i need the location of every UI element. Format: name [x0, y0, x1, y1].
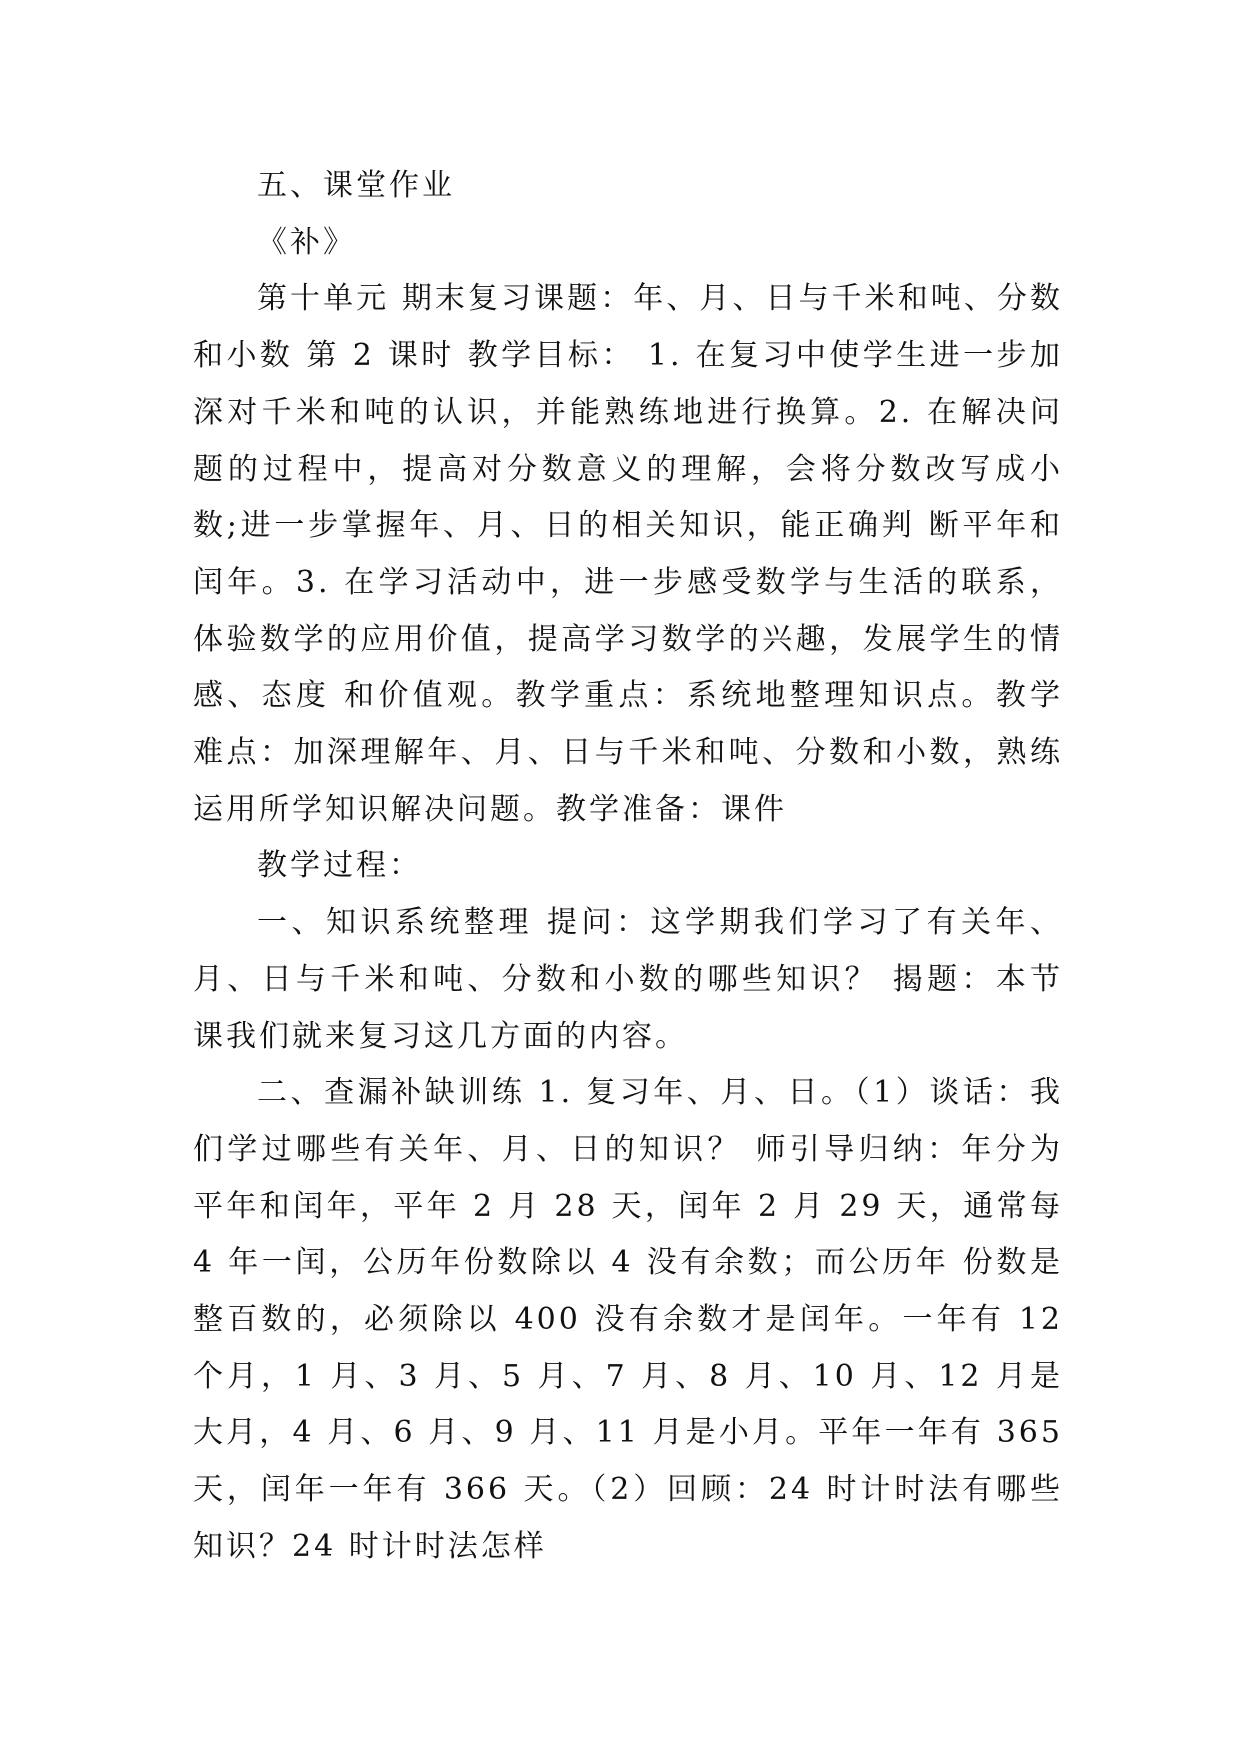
paragraph-knowledge-review: 一、知识系统整理 提问：这学期我们学习了有关年、月、日与千米和吨、分数和小数的哪些知识？ 揭题：本节课我们就来复习这几方面的内容。: [193, 905, 1063, 1054]
paragraph-lesson-objectives: 第十单元 期末复习课题：年、月、日与千米和吨、分数和小数 第 2 课时 教学目标： 1. 在复习中使学生进一步加深对千米和吨的认识，并能熟练地进行换算。2. 在解决问题的过程中，提高对分数意义的理解，会将分数改写成小数;进一步掌握年、月、日的相关知识，能正确判 断平年和闰年。3. 在学习活动中，进一步感受数学与生活的联系，体验数学的应用价值，提高学习数学的兴趣，发展学生的情感、态度 和价值观。教学重点：系统地整理知识点。教学难点：加深理解年、月、日与千米和吨、分数和小数，熟练运用所学知识解决问题。教学准备：课件: [193, 281, 1063, 827]
section-heading-homework: 五、课堂作业: [257, 168, 455, 203]
paragraph-gap-training: 二、查漏补缺训练 1. 复习年、月、日。（1）谈话：我们学过哪些有关年、月、日的知识？ 师引导归纳：年分为平年和闰年，平年 2 月 28 天，闰年 2 月 29 天，通常每 4 年一闰，公历年份数除以 4 没有余数；而公历年 份数是整百数的，必须除以 400 没有余数才是闰年。一年有 12 个月，1 月、3 月、5 月、7 月、8 月、10 月、12 月是大月，4 月、6 月、9 月、11 月是小月。平年一年有 365 天，闰年一年有 366 天。（2）回顾：24 时计时法有哪些知识？24 时计时法怎样: [193, 1075, 1063, 1564]
supplement-label: 《补》: [257, 224, 356, 260]
document-body: [193, 158, 1063, 1576]
section-heading-process: 教学过程：: [257, 848, 422, 884]
